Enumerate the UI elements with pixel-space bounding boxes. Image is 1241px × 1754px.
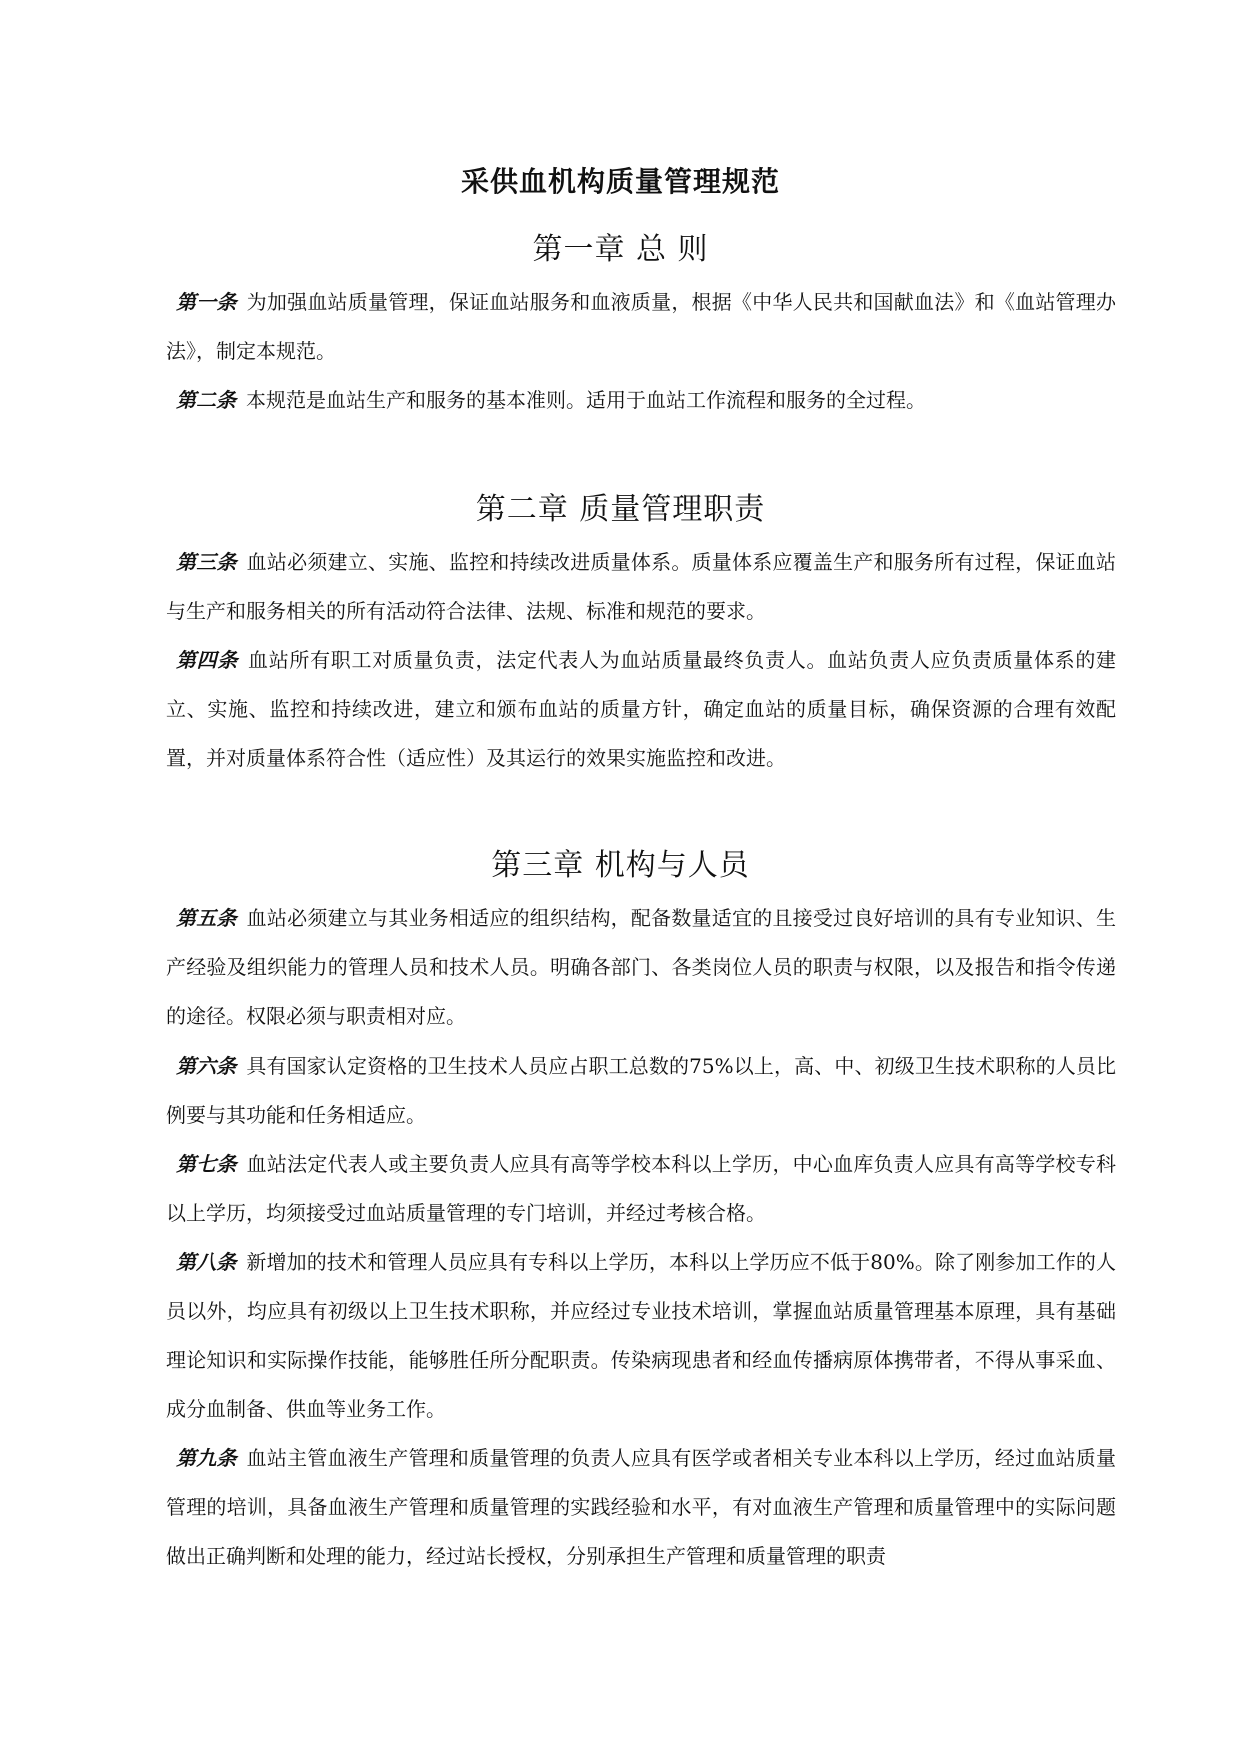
document-title: 采供血机构质量管理规范 xyxy=(460,165,780,198)
article-1-label: 第一条 xyxy=(176,290,237,314)
article-9-label: 第九条 xyxy=(176,1446,237,1470)
article-4-label: 第四条 xyxy=(176,648,239,672)
article-5-label: 第五条 xyxy=(176,906,237,930)
article-7 xyxy=(166,1140,1116,1238)
article-8-text: 新增加的技术和管理人员应具有专科以上学历，本科以上学历应不低于80%。除了刚参加工作的人员以外，均应具有初级以上卫生技术职称，并应经过专业技术培训，掌握血站质量管理基本原理，具有基础理论知识和实际操作技能，能够胜任所分配职责。传染病现患者和经血传播病原体携带者，不得从事采血、成分血制备、供血等业务工作。 xyxy=(166,1250,1117,1421)
article-1 xyxy=(166,278,1116,376)
article-8-label: 第八条 xyxy=(176,1250,237,1274)
article-6 xyxy=(166,1042,1116,1140)
article-4 xyxy=(166,636,1116,783)
article-7-text: 血站法定代表人或主要负责人应具有高等学校本科以上学历，中心血库负责人应具有高等学校专科以上学历，均须接受过血站质量管理的专门培训，并经过考核合格。 xyxy=(166,1152,1117,1225)
article-5-text: 血站必须建立与其业务相适应的组织结构，配备数量适宜的且接受过良好培训的具有专业知识、生产经验及组织能力的管理人员和技术人员。明确各部门、各类岗位人员的职责与权限，以及报告和指令传递的途径。权限必须与职责相对应。 xyxy=(166,906,1117,1028)
chapter-1-heading: 第一章 总 则 xyxy=(532,232,709,267)
article-3-label: 第三条 xyxy=(176,550,237,574)
article-1-text: 为加强血站质量管理，保证血站服务和血液质量，根据《中华人民共和国献血法》和《血站管理办法》，制定本规范。 xyxy=(166,290,1117,363)
article-2 xyxy=(166,376,1116,425)
chapter-2-heading: 第二章 质量管理职责 xyxy=(475,492,766,527)
article-8 xyxy=(166,1238,1116,1434)
article-9 xyxy=(166,1434,1116,1581)
article-9-text: 血站主管血液生产管理和质量管理的负责人应具有医学或者相关专业本科以上学历，经过血站质量管理的培训，具备血液生产管理和质量管理的实践经验和水平，有对血液生产管理和质量管理中的实际问题做出正确判断和处理的能力，经过站长授权，分别承担生产管理和质量管理的职责 xyxy=(166,1446,1117,1568)
chapter-3-heading: 第三章 机构与人员 xyxy=(491,848,750,883)
article-2-text: 本规范是血站生产和服务的基本准则。适用于血站工作流程和服务的全过程。 xyxy=(246,388,926,412)
article-3-text: 血站必须建立、实施、监控和持续改进质量体系。质量体系应覆盖生产和服务所有过程，保证血站与生产和服务相关的所有活动符合法律、法规、标准和规范的要求。 xyxy=(166,550,1117,623)
article-7-label: 第七条 xyxy=(176,1152,237,1176)
article-2-label: 第二条 xyxy=(176,388,236,412)
article-6-label: 第六条 xyxy=(176,1054,237,1078)
article-6-text: 具有国家认定资格的卫生技术人员应占职工总数的75%以上，高、中、初级卫生技术职称的人员比例要与其功能和任务相适应。 xyxy=(166,1054,1117,1127)
article-4-text: 血站所有职工对质量负责，法定代表人为血站质量最终负责人。血站负责人应负责质量体系的建立、实施、监控和持续改进，建立和颁布血站的质量方针，确定血站的质量目标，确保资源的合理有效配置，并对质量体系符合性（适应性）及其运行的效果实施监控和改进。 xyxy=(166,648,1117,770)
article-3 xyxy=(166,538,1116,636)
article-5 xyxy=(166,894,1116,1041)
